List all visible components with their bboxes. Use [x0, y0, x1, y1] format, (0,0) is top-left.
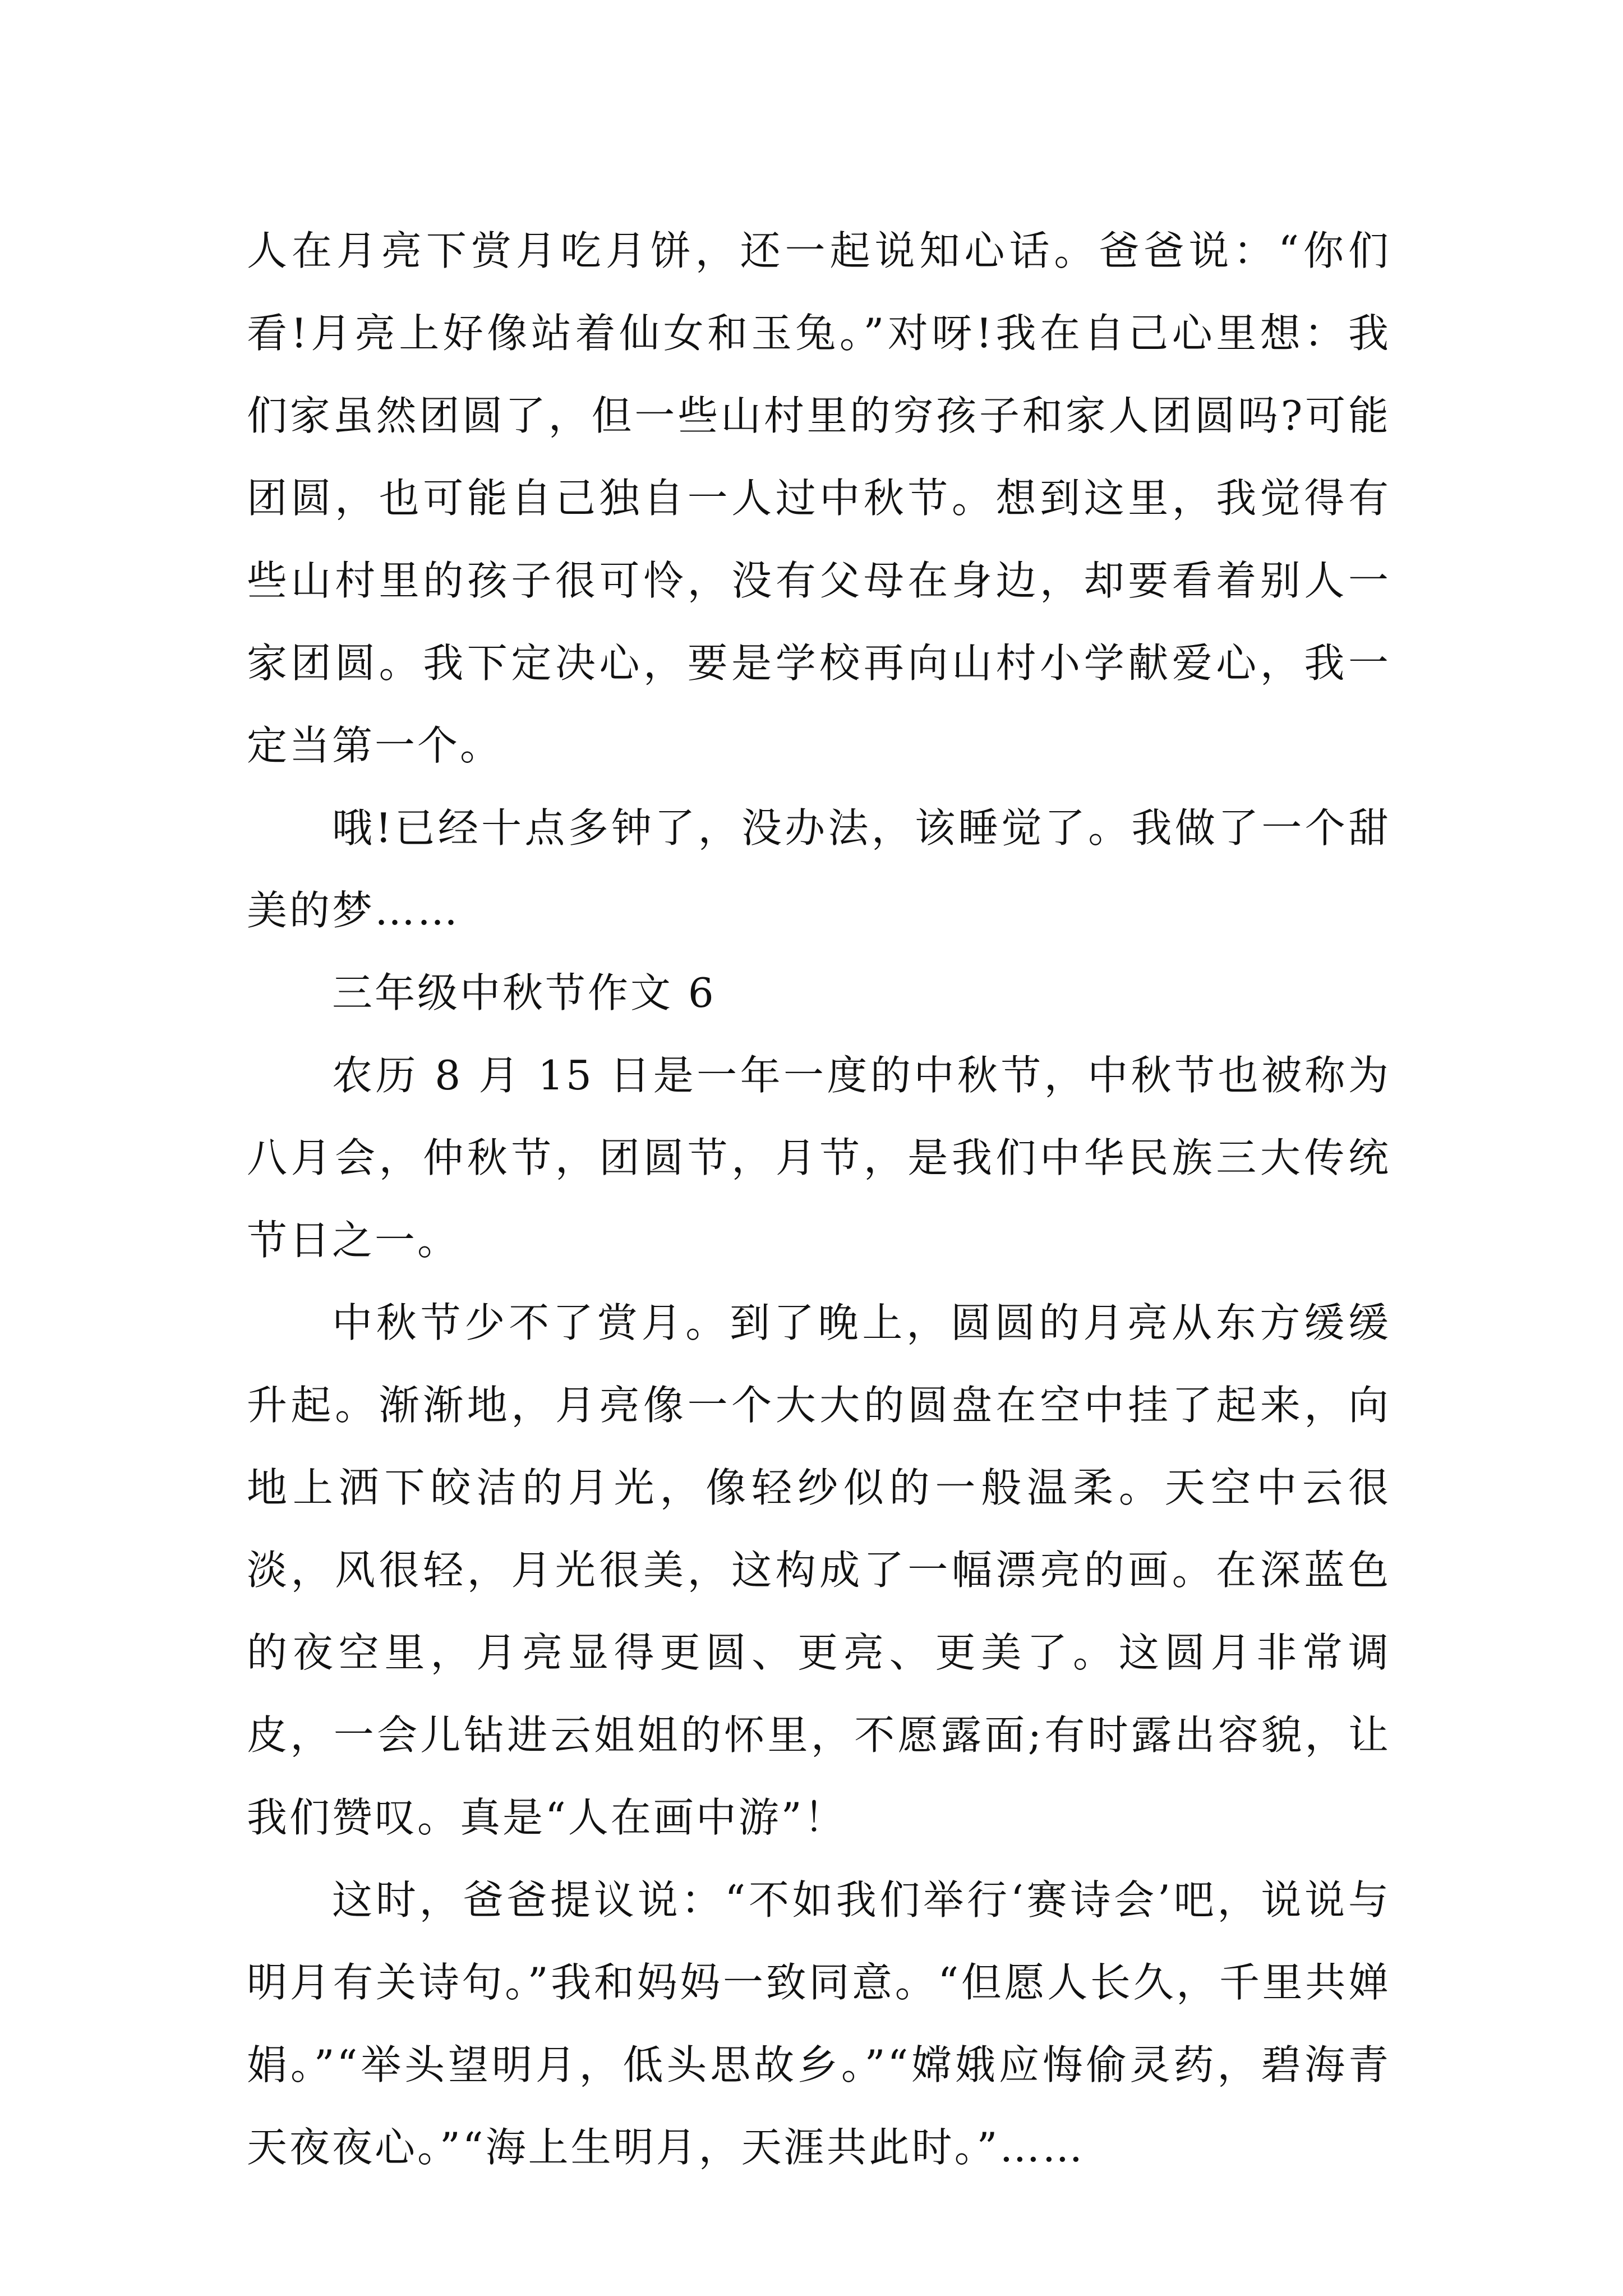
paragraph: 这时，爸爸提议说：“不如我们举行‘赛诗会’吧，说说与明月有关诗句。”我和妈妈一致同意。“但愿人长久，千里共婵娟。”“举头望明月，低头思故乡。”“嫦娥应悔偷灵药，碧海青天夜夜心。”“海上生明月，天涯共此时。”……: [247, 1876, 1391, 2171]
paragraph: 农历 8 月 15 日是一年一度的中秋节，中秋节也被称为八月会，仲秋节，团圆节，月节，是我们中华民族三大传统节日之一。: [247, 1052, 1391, 1264]
paragraph: 中秋节少不了赏月。到了晚上，圆圆的月亮从东方缓缓升起。渐渐地，月亮像一个大大的圆盘在空中挂了起来，向地上洒下皎洁的月光，像轻纱似的一般温柔。天空中云很淡，风很轻，月光很美，这构成了一幅漂亮的画。在深蓝色的夜空里，月亮显得更圆、更亮、更美了。这圆月非常调皮，一会儿钻进云姐姐的怀里，不愿露面;有时露出容貌，让我们赞叹。真是“人在画中游”！: [247, 1299, 1391, 1841]
body-text: [247, 210, 1391, 2189]
paragraph: 哦!已经十点多钟了，没办法，该睡觉了。我做了一个甜美的梦……: [247, 804, 1391, 934]
paragraph: 人在月亮下赏月吃月饼，还一起说知心话。爸爸说：“你们看!月亮上好像站着仙女和玉兔。”对呀!我在自己心里想：我们家虽然团圆了，但一些山村里的穷孩子和家人团圆吗?可能团圆，也可能自己独自一人过中秋节。想到这里，我觉得有些山村里的孩子很可怜，没有父母在身边，却要看着别人一家团圆。我下定决心，要是学校再向山村小学献爱心，我一定当第一个。: [247, 227, 1391, 769]
section-heading: 三年级中秋节作文 6: [332, 969, 716, 1016]
